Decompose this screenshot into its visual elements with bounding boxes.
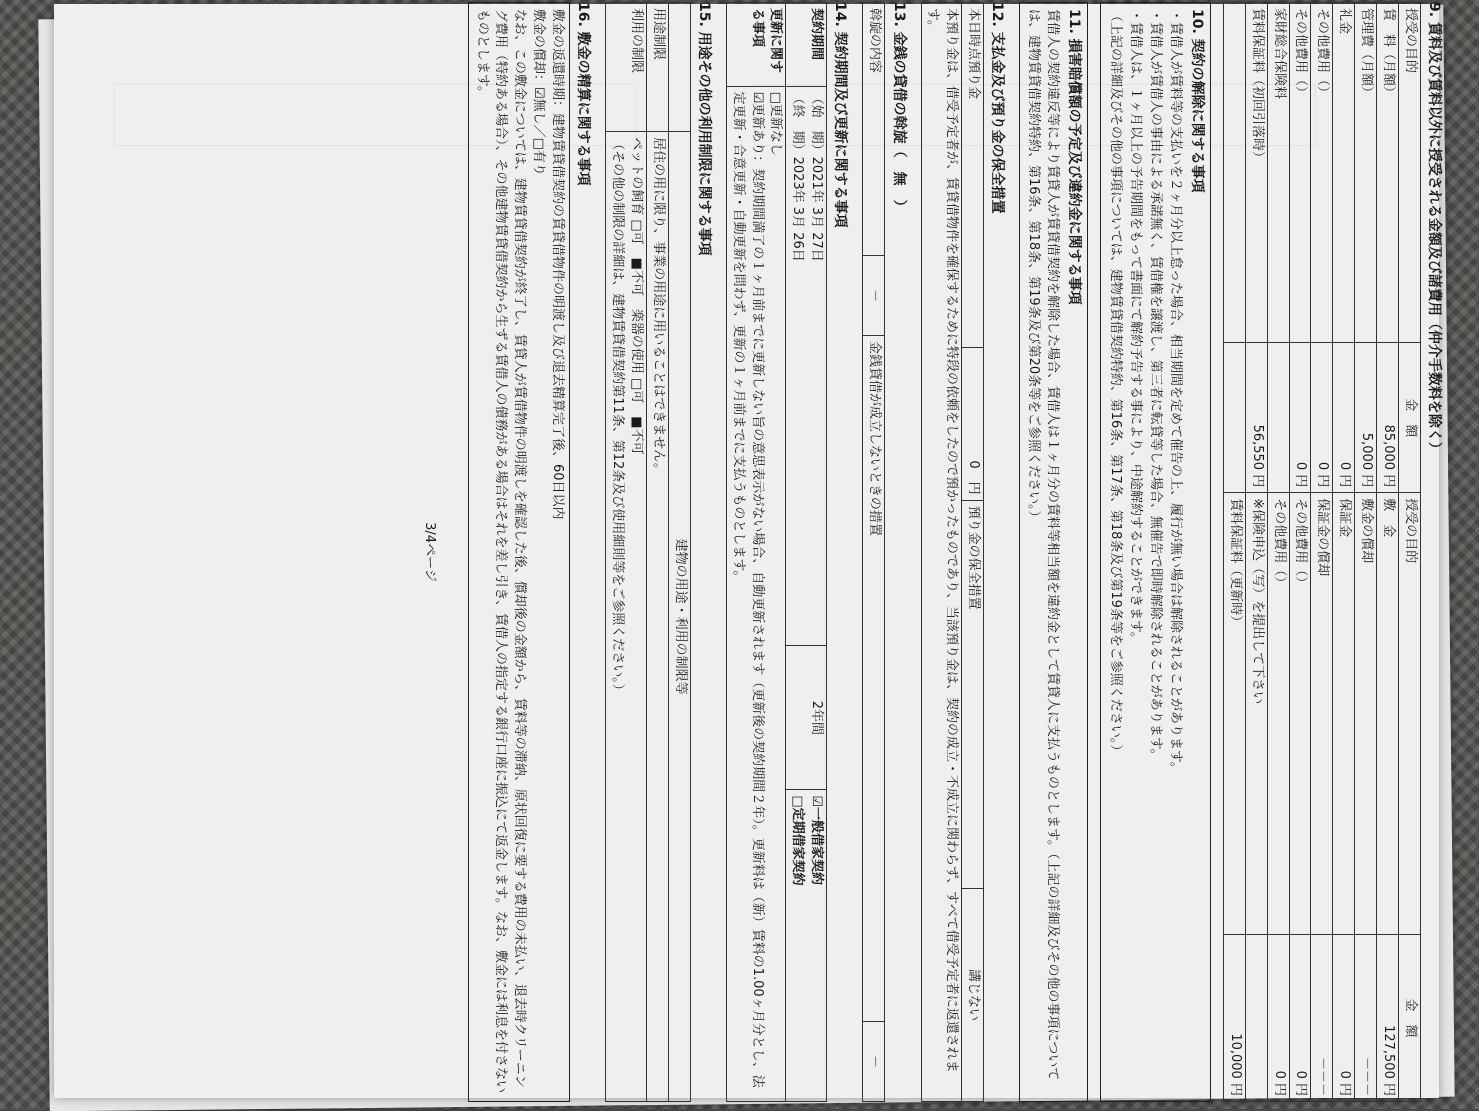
loan-label: 斡旋の内容 xyxy=(863,3,885,256)
section-10-note: （上記の詳細及びその他の事項については、建物賃貸借契約特約、第16条、第17条、第18条及び第19条等をご参照ください。） xyxy=(1108,9,1124,758)
renewal-terms xyxy=(726,86,786,1101)
fees-head-amount: 金 額 xyxy=(1398,343,1420,493)
term-start: （始 期）2021年 3月 27日 xyxy=(809,91,825,262)
fee-amount xyxy=(1267,343,1289,493)
section-10-item: ・賃借人は、１ヶ月以上の予告期間をもって書面にて解約予告する事により、中途解約することができます。 xyxy=(1128,9,1144,645)
fee-label: 礼金 xyxy=(1333,3,1355,343)
fee-row xyxy=(1267,3,1289,1102)
loan-table xyxy=(862,2,885,1102)
limit-label: 利用の制限 xyxy=(606,3,647,132)
use-table xyxy=(605,2,690,1102)
section-16 xyxy=(468,2,594,1102)
fee-label: 賃料保証料（更新時） xyxy=(1224,493,1246,935)
fee-label: ※保険申込（写）を提出して下さい xyxy=(1245,493,1267,935)
renewal-none: □更新なし xyxy=(768,91,784,156)
fee-label xyxy=(1224,3,1246,343)
fee-label: 管理費（月額） xyxy=(1355,3,1377,343)
fee-amount: 0 円 xyxy=(1333,343,1355,493)
fee-label: 保証金 xyxy=(1333,493,1355,935)
fee-label: 敷 金 xyxy=(1377,493,1399,935)
fee-label: 敷金の償却 xyxy=(1355,493,1377,935)
deposit-return-timing: 敷金の返還時期：建物賃貸借契約の賃貸借物件の明渡し及び退去精算完了後、60日以内 xyxy=(550,9,565,520)
fees-head-purpose: 授受の目的 xyxy=(1398,493,1420,935)
fee-row xyxy=(1245,3,1267,1102)
use-value: 居住の用に限り、事業の用途に用いることはできません。 xyxy=(646,132,668,1102)
term-label: 契約期間 xyxy=(786,3,827,87)
deposit-settlement-text: なお、この敷金については、建物賃貸借契約が終了し、賃貸人が賃借物件の明渡しを確認した後、償却後の金額から、賃料等の滞納、原状回復に要する費用の未払い、退去時クリーニング費用（特約ある場合）、その他建物賃貸借契約から生ずる賃借人の債務がある場合はそれを差し引き、賃借人の指定する銀行口座に振込にて返金します。なお、敷金には利息を付さないものとします。 xyxy=(474,9,528,1093)
fee-label: その他費用（） xyxy=(1289,493,1311,935)
section-14-heading: 14. 契約期間及び更新に関する事項 xyxy=(832,2,849,228)
fee-row xyxy=(1355,3,1377,1102)
term-duration: 2年間 xyxy=(786,646,827,790)
section-10 xyxy=(1100,2,1211,1102)
section-15-heading: 15. 用途その他の利用制限に関する事項 xyxy=(695,2,712,256)
rotated-content xyxy=(144,2,1444,1102)
renewal-label: 更新に関する事項 xyxy=(726,3,786,87)
section-16-box xyxy=(468,2,570,1102)
section-10-item: ・賃借人が賃借人の事由による承諾無く、賃借権を譲渡し、第三者に転貸等した場合、無催告で即時解除されることがあります。 xyxy=(1147,9,1163,762)
fee-label: 賃 料（月額） xyxy=(1377,3,1399,343)
fees-table xyxy=(1223,2,1421,1102)
loan-value: － xyxy=(863,256,885,336)
section-12-heading: 12. 支払金及び預り金の保全措置 xyxy=(989,2,1006,214)
fee-label: 家財総合保険料 xyxy=(1267,3,1289,343)
section-11-heading: 11. 損害賠償額の予定及び違約金に関する事項 xyxy=(1066,9,1083,305)
fee-amount: 0 円 xyxy=(1289,935,1311,1102)
limit-note: （その他の制限の詳細は、建物賃貸借契約第11条、第12条及び使用細則等をご参照ください。） xyxy=(610,137,626,697)
deposit-note: 本預り金は、借受予定者が、賃貸借物件を確保するために特段の依頼をしたので預かったものであり、当該預り金は、契約の成立・不成立に関わらず、すべて借受予定者に返還されます。 xyxy=(921,3,962,1102)
loan-failure-label: 金銭貸借が成立しないときの措置 xyxy=(863,336,885,1022)
section-9-heading: 9. 賃料及び賃料以外に授受される金額及び諸費用（仲介手数料を除く） xyxy=(1426,2,1442,456)
fee-row xyxy=(1311,3,1333,1102)
renewal-yes: ☑更新あり：契約期間満了の１ヶ月前までに更新しない旨の意思表示がない場合、自動更新されます（更新後の契約期間２年）。更新料は（新）賃料の1.00ヶ月分とし、法定更新・合意更新・自動更新を問わず、更新の１ヶ月前までに支払うものとします。 xyxy=(730,91,765,1088)
section-10-item: ・賃借人が賃料等の支払いを２ヶ月分以上怠った場合、相当期間を定めて催告の上、履行が無い場合は解除されることがあります。 xyxy=(1167,9,1183,775)
fee-row xyxy=(1377,3,1399,1102)
document-sheet xyxy=(54,2,1442,1098)
deposit-value: 0 円 xyxy=(962,347,984,500)
section-9 xyxy=(1223,2,1444,1102)
fee-amount: 56,550 円 xyxy=(1245,343,1267,493)
contract-type xyxy=(786,790,827,1102)
protection-label: 預り金の保全措置 xyxy=(962,500,984,889)
deposit-label: 本日時点預り金 xyxy=(962,3,984,348)
section-15 xyxy=(605,2,714,1102)
fee-row xyxy=(1333,3,1355,1102)
fee-row xyxy=(1289,3,1311,1102)
term-dates xyxy=(786,86,827,646)
fee-amount: 10,000 円 xyxy=(1224,935,1246,1102)
loan-failure-value: － xyxy=(863,1022,885,1102)
fee-amount: －－－ xyxy=(1355,935,1377,1102)
section-10-heading: 10. 契約の解除に関する事項 xyxy=(1189,9,1206,193)
fee-amount: 0 円 xyxy=(1267,935,1289,1102)
fee-label: その他費用（） xyxy=(1311,3,1333,343)
contract-type-general: ☑一般借家契約 xyxy=(809,795,825,885)
section-12 xyxy=(921,2,1008,1102)
section-14 xyxy=(726,2,851,1102)
section-11-text: 賃借人の契約違反等により賃貸人が賃貸借契約を解除した場合、賃借人は１ヶ月分の賃料等相当額を違約金として賃貸人に支払うものとします。（上記の詳細及びその他の事項については、建物賃貸借契約特約、第16条、第18条、第19条及び第20条等をご参照ください。） xyxy=(1026,9,1061,1081)
page-number: 3/4ページ xyxy=(421,522,437,582)
section-13 xyxy=(862,2,908,1102)
fee-row xyxy=(1224,3,1246,1102)
fees-head-purpose: 授受の目的 xyxy=(1398,3,1420,343)
deposit-table xyxy=(921,2,985,1102)
fee-label: 賃料保証料（初回引落時） xyxy=(1245,3,1267,343)
fee-amount xyxy=(1245,935,1267,1102)
fee-amount: 0 円 xyxy=(1333,935,1355,1102)
protection-value: 講じない xyxy=(962,889,984,1102)
use-label: 用途制限 xyxy=(646,3,668,132)
fee-amount xyxy=(1224,343,1246,493)
fees-head-amount: 金 額 xyxy=(1398,935,1420,1102)
fee-amount: －－－ xyxy=(1311,935,1333,1102)
limit-value xyxy=(606,132,647,1102)
limit-options: ペットの飼育 □可 ■不可 楽器の使用 □可 ■不可 xyxy=(628,137,644,455)
fee-label: その他費用（） xyxy=(1289,3,1311,343)
term-table xyxy=(726,2,827,1102)
fee-amount: 127,500 円 xyxy=(1377,935,1399,1102)
fee-amount: 0 円 xyxy=(1311,343,1333,493)
fee-amount: 5,000 円 xyxy=(1355,343,1377,493)
section-13-heading: 13. 金銭の貸借の斡旋（ 無 ） xyxy=(890,2,907,214)
section-16-heading: 16. 敷金の精算に関する事項 xyxy=(575,2,592,186)
fee-amount: 0 円 xyxy=(1289,343,1311,493)
fee-label: その他費用（） xyxy=(1267,493,1289,935)
term-end: （終 期）2023年 3月 26日 xyxy=(790,91,806,262)
use-table-head-spacer xyxy=(668,3,690,132)
fee-label: 保証金の償却 xyxy=(1311,493,1333,935)
use-table-head: 建物の用途・利用の制限等 xyxy=(668,132,690,1102)
deposit-amortization: 敷金の償却：☑無し／□有り xyxy=(531,9,547,176)
contract-type-fixed: □定期借家契約 xyxy=(790,795,806,886)
fee-amount: 85,000 円 xyxy=(1377,343,1399,493)
section-11 xyxy=(1019,2,1088,1102)
